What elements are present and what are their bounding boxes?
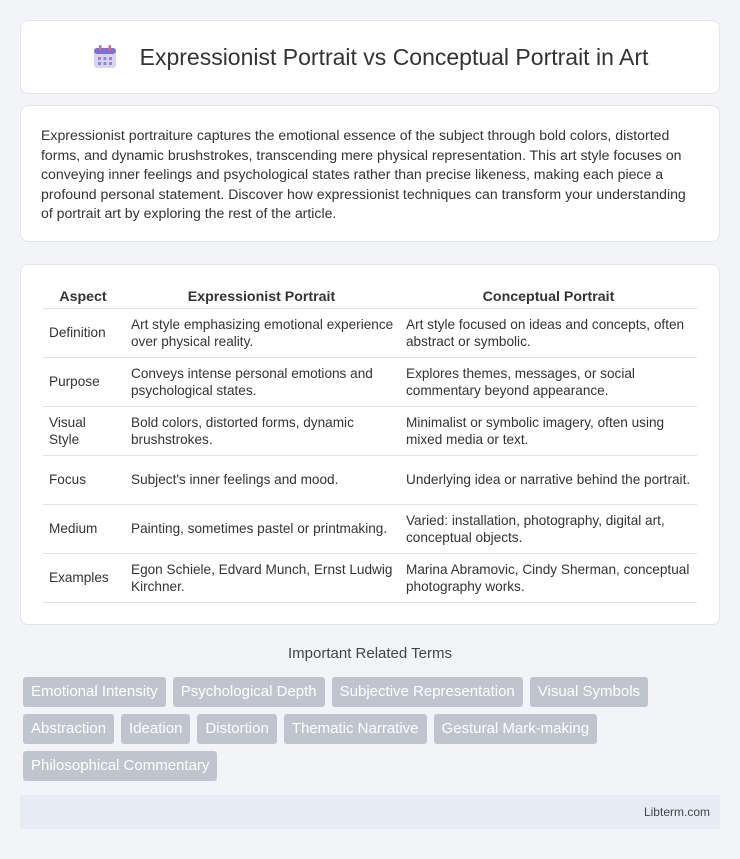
- header-expressionist: Expressionist Portrait: [123, 285, 400, 309]
- intro-card: [20, 105, 720, 242]
- row-aspect: Medium: [43, 505, 123, 554]
- related-term-tag[interactable]: Visual Symbols: [530, 677, 648, 707]
- row-expressionist: Conveys intense personal emotions and psychological states.: [123, 358, 400, 407]
- related-terms-title: Important Related Terms: [288, 645, 452, 662]
- title-card: [20, 20, 720, 94]
- header-aspect: Aspect: [43, 285, 123, 309]
- row-expressionist: Bold colors, distorted forms, dynamic brushstrokes.: [123, 407, 400, 456]
- table-row: [43, 505, 697, 554]
- row-aspect: Examples: [43, 554, 123, 603]
- calendar-icon: [92, 44, 118, 70]
- row-conceptual: Minimalist or symbolic imagery, often using mixed media or text.: [400, 407, 697, 456]
- related-terms-list: [23, 677, 723, 788]
- related-term-tag[interactable]: Psychological Depth: [173, 677, 325, 707]
- page-title: Expressionist Portrait vs Conceptual Portrait in Art: [139, 43, 649, 70]
- comparison-card: [20, 264, 720, 625]
- row-aspect: Focus: [43, 456, 123, 505]
- row-conceptual: Varied: installation, photography, digital art, conceptual objects.: [400, 505, 697, 554]
- table-row: [43, 554, 697, 603]
- related-term-tag[interactable]: Philosophical Commentary: [23, 751, 217, 781]
- footer-site-link[interactable]: Libterm.com: [643, 805, 710, 819]
- related-term-tag[interactable]: Abstraction: [23, 714, 114, 744]
- row-aspect: Definition: [43, 309, 123, 358]
- intro-paragraph: Expressionist portraiture captures the emotional essence of the subject through bold colors, distorted forms, and dynamic brushstrokes, transcending mere physical representation. This art style focuses on conveying inner feelings and psychological states rather than precise likeness, making each piece a profound personal statement. Discover how expressionist techniques can transform your understanding of portrait art by exploring the rest of the article.: [41, 127, 686, 222]
- related-term-tag[interactable]: Subjective Representation: [332, 677, 523, 707]
- row-conceptual: Explores themes, messages, or social commentary beyond appearance.: [400, 358, 697, 407]
- comparison-table: [43, 285, 697, 603]
- related-term-tag[interactable]: Emotional Intensity: [23, 677, 166, 707]
- related-term-tag[interactable]: Distortion: [197, 714, 276, 744]
- row-expressionist: Subject's inner feelings and mood.: [123, 456, 400, 505]
- row-conceptual: Marina Abramovic, Cindy Sherman, conceptual photography works.: [400, 554, 697, 603]
- row-aspect: Visual Style: [43, 407, 123, 456]
- table-row: [43, 407, 697, 456]
- table-row: [43, 309, 697, 358]
- header-conceptual: Conceptual Portrait: [400, 285, 697, 309]
- related-term-tag[interactable]: Gestural Mark-making: [434, 714, 598, 744]
- table-row: [43, 456, 697, 505]
- row-conceptual: Art style focused on ideas and concepts, often abstract or symbolic.: [400, 309, 697, 358]
- footer: [20, 795, 720, 829]
- row-aspect: Purpose: [43, 358, 123, 407]
- related-term-tag[interactable]: Ideation: [121, 714, 190, 744]
- row-expressionist: Egon Schiele, Edvard Munch, Ernst Ludwig Kirchner.: [123, 554, 400, 603]
- row-expressionist: Art style emphasizing emotional experience over physical reality.: [123, 309, 400, 358]
- row-conceptual: Underlying idea or narrative behind the portrait.: [400, 456, 697, 505]
- table-header-row: [43, 285, 697, 309]
- table-row: [43, 358, 697, 407]
- row-expressionist: Painting, sometimes pastel or printmaking.: [123, 505, 400, 554]
- related-term-tag[interactable]: Thematic Narrative: [284, 714, 427, 744]
